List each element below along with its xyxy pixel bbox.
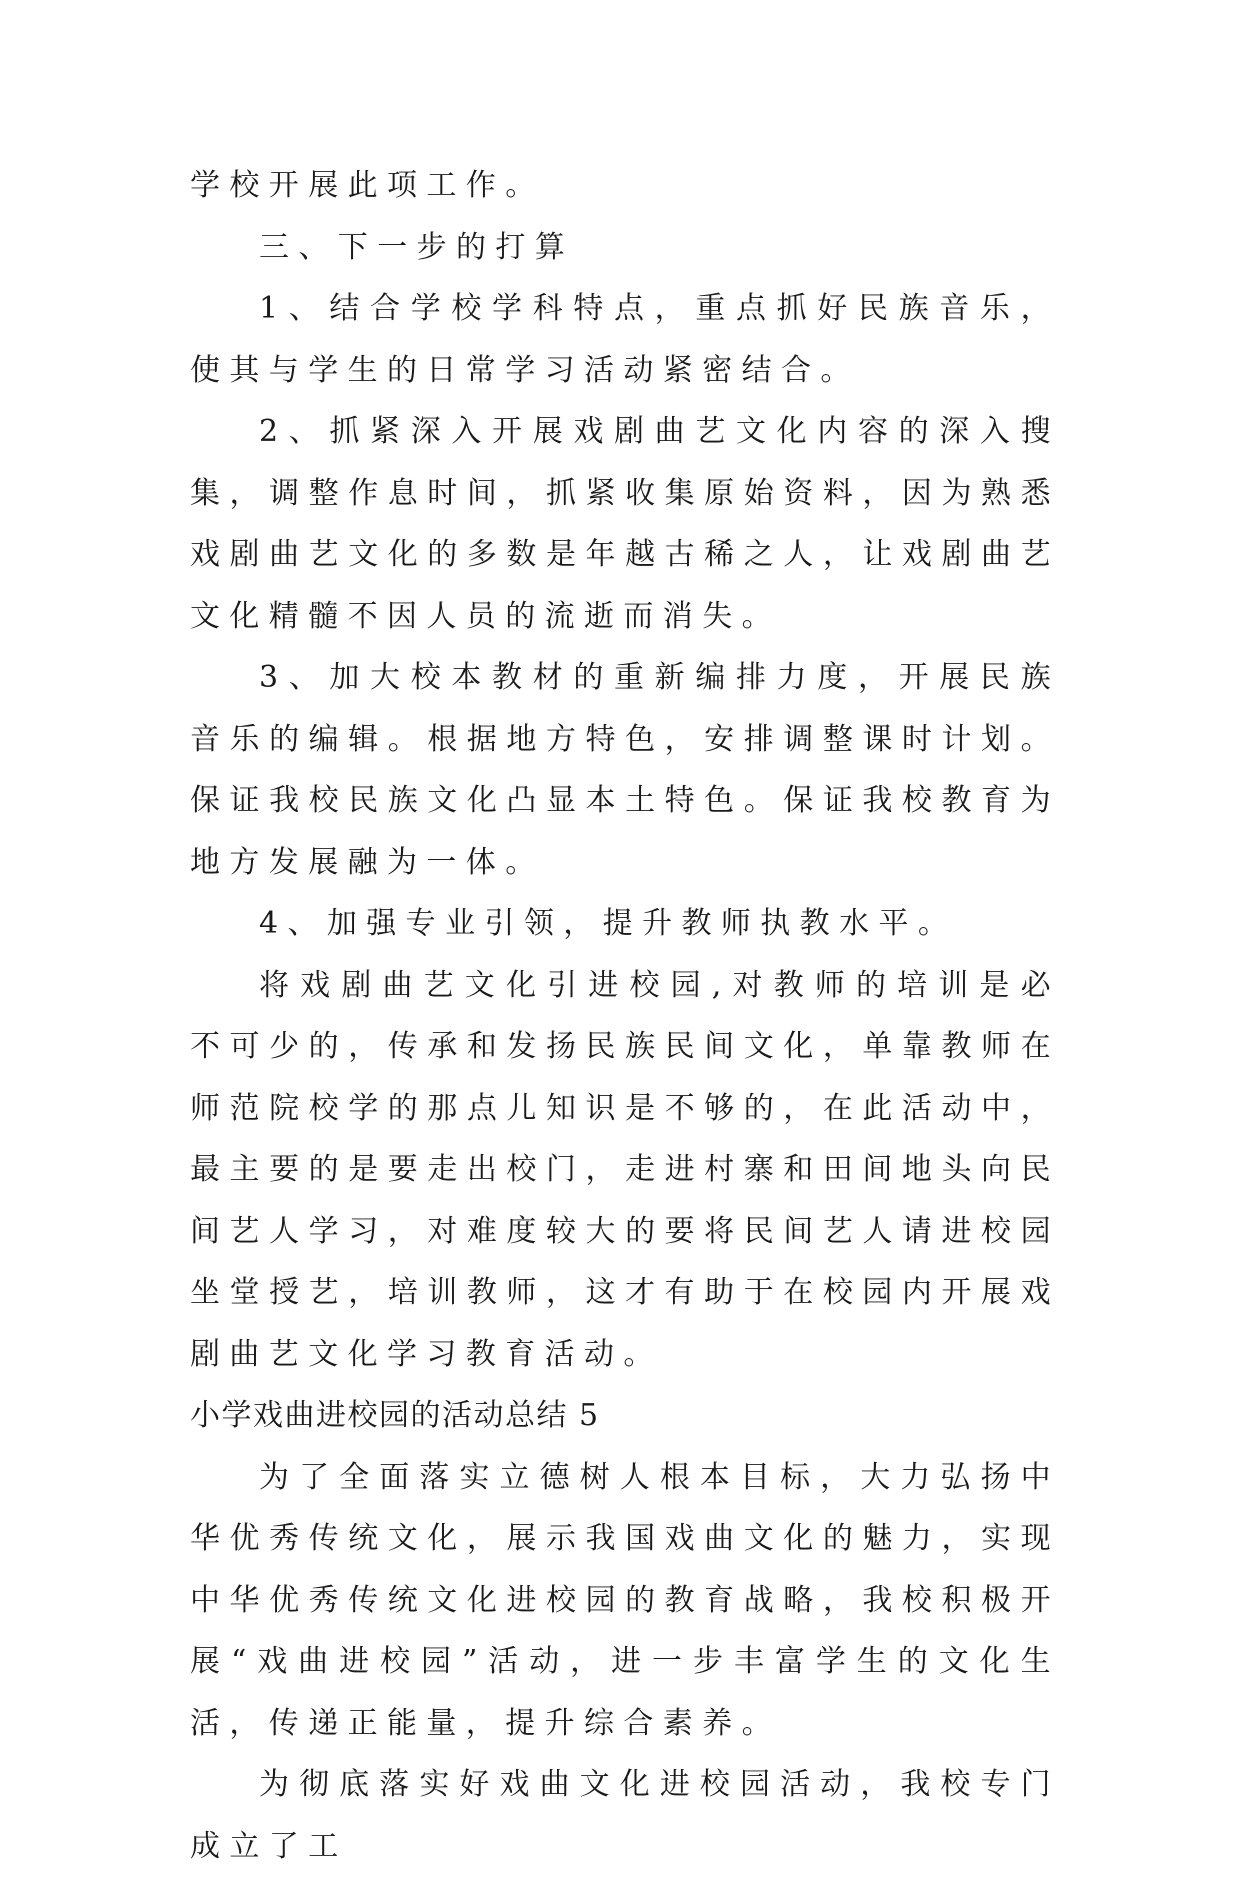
paragraph: 1、结合学校学科特点，重点抓好民族音乐，使其与学生的日常学习活动紧密结合。 <box>190 291 1060 388</box>
paragraph: 3、加大校本教材的重新编排力度，开展民族音乐的编辑。根据地方特色，安排调整课时计划。保证我校民族文化凸显本土特色。保证我校教育为地方发展融为一体。 <box>190 660 1060 880</box>
paragraph: 2、抓紧深入开展戏剧曲艺文化内容的深入搜集，调整作息时间，抓紧收集原始资料，因为熟悉戏剧曲艺文化的多数是年越古稀之人，让戏剧曲艺文化精髓不因人员的流逝而消失。 <box>190 414 1060 634</box>
paragraph: 学校开展此项工作。 <box>190 168 545 203</box>
paragraph: 将戏剧曲艺文化引进校园,对教师的培训是必不可少的，传承和发扬民族民间文化，单靠教师在师范院校学的那点儿知识是不够的，在此活动中，最主要的是要走出校门，走进村寨和田间地头向民间艺人学习，对难度较大的要将民间艺人请进校园坐堂授艺，培训教师，这才有助于在校园内开展戏剧曲艺文化学习教育活动。 <box>190 967 1060 1372</box>
paragraph: 为了全面落实立德树人根本目标，大力弘扬中华优秀传统文化，展示我国戏曲文化的魅力，实现中华优秀传统文化进校园的教育战略，我校积极开展“戏曲进校园”活动，进一步丰富学生的文化生活，传递正能量，提升综合素养。 <box>190 1459 1060 1741</box>
article-title: 小学戏曲进校园的活动总结 5 <box>190 1398 600 1433</box>
document-body <box>190 155 1060 1877</box>
section-heading: 三、下一步的打算 <box>259 229 575 265</box>
paragraph: 为彻底落实好戏曲文化进校园活动，我校专门成立了工 <box>190 1767 1060 1864</box>
paragraph: 4、加强专业引领，提升教师执教水平。 <box>259 906 958 941</box>
